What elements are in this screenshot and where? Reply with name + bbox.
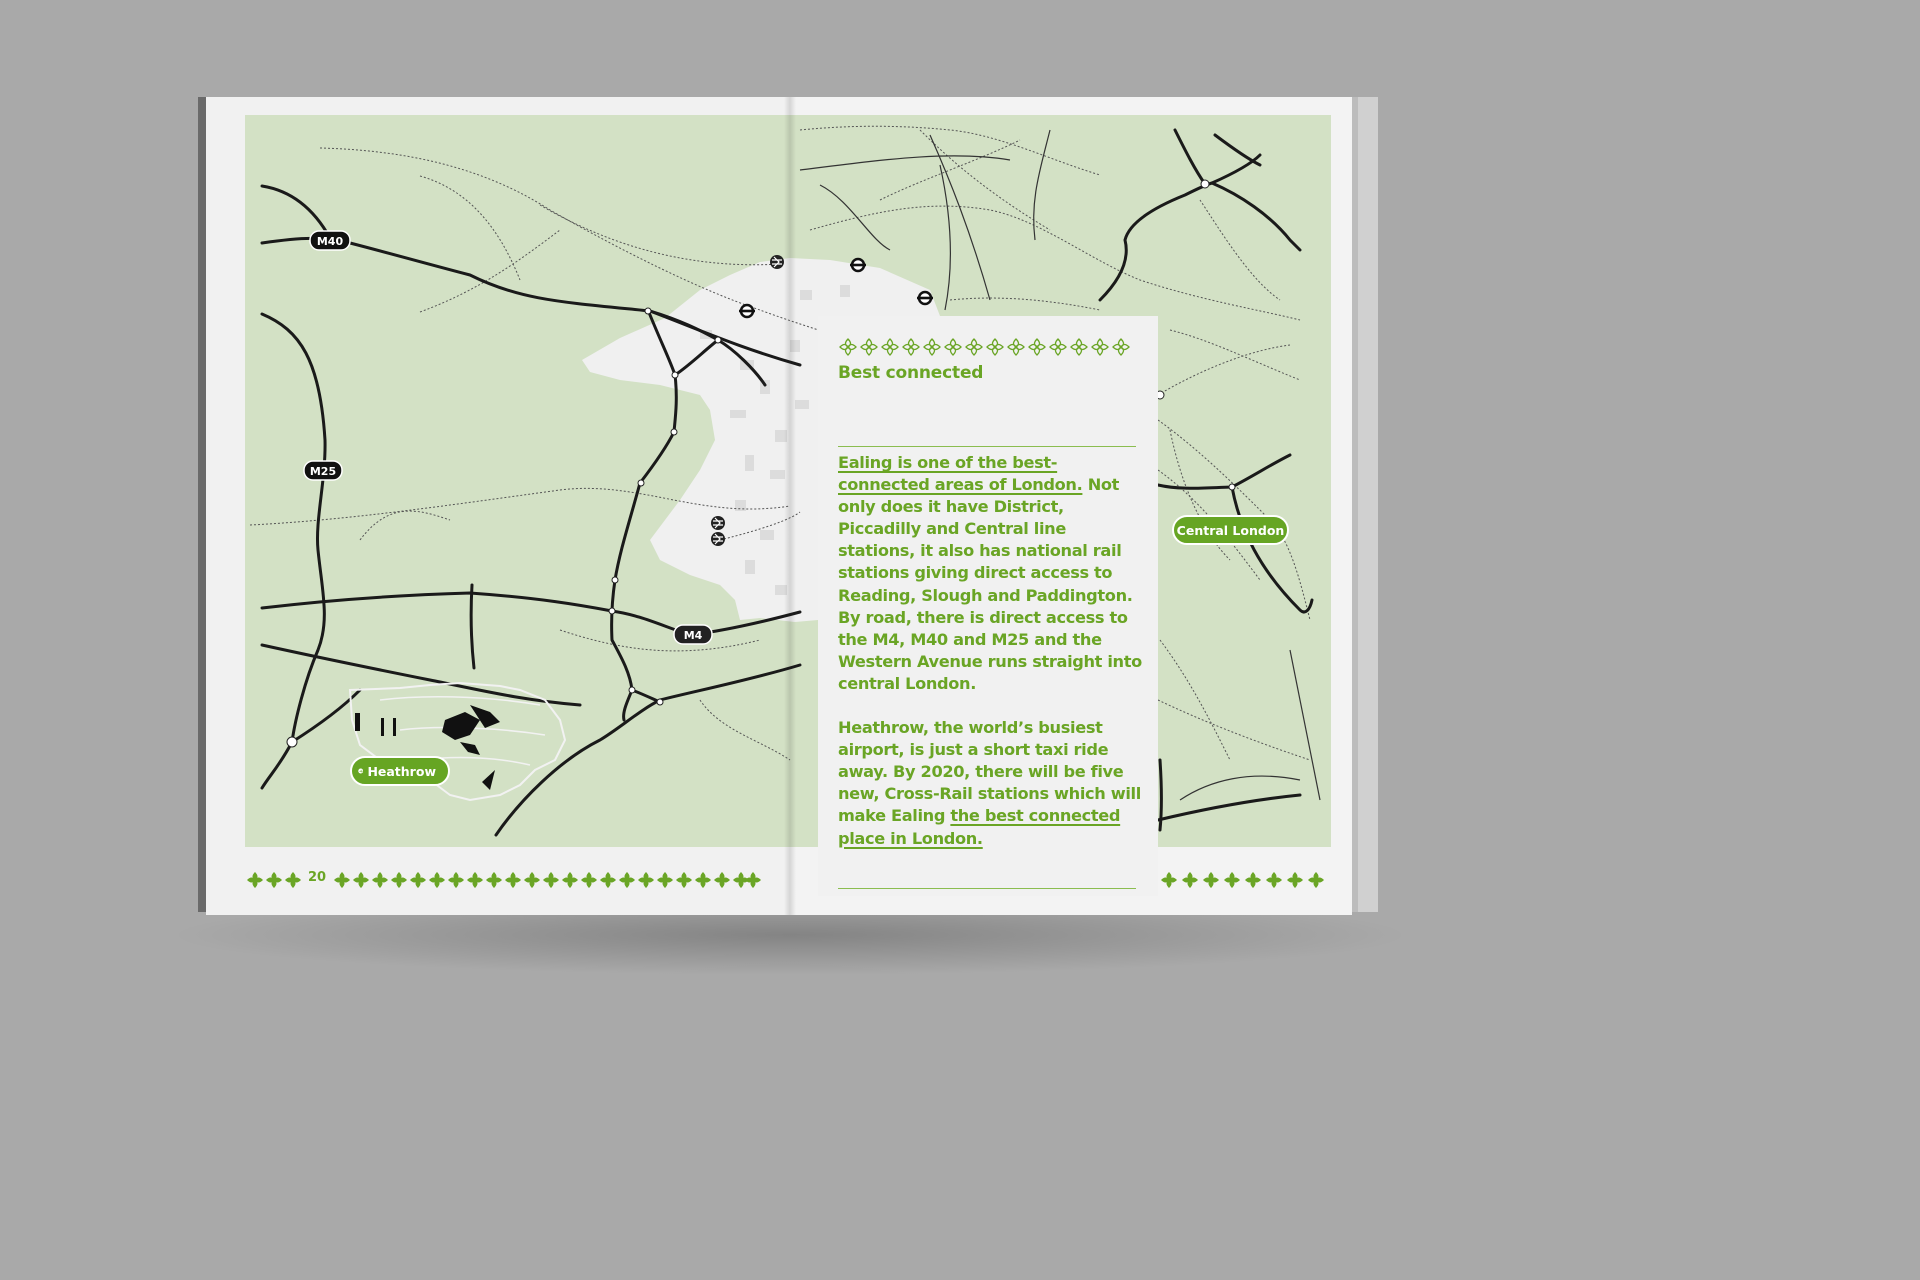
spine-shade (784, 97, 796, 915)
text-panel (818, 316, 1158, 896)
paragraph-heathrow (838, 717, 1144, 850)
paragraph-ealing (838, 452, 1144, 695)
central-london-label-text: Central London (1176, 522, 1285, 538)
body-copy (838, 452, 1144, 850)
best-connected-link[interactable]: the best connected place in London. (838, 806, 1121, 848)
ealing-paragraph-text: Not only does it have District, Piccadilly and Central line stations, it also has national rail stations giving direct access to Reading, Slough and Paddington. By road, there is direct access to the M4, M40 and M25 and the Western Avenue runs straight into central London. (838, 475, 1142, 693)
heathrow-label (350, 756, 450, 786)
heathrow-paragraph-text: Heathrow, the world’s busiest airport, is just a short taxi ride away. By 2020, there will be five new, Cross-Rail stations which will make Ealing (838, 718, 1141, 826)
ealing-link-line-2[interactable]: connected areas of London. (838, 475, 1083, 495)
leaf-pattern-icon (838, 336, 1138, 358)
road-label-m4: M4 (683, 629, 703, 642)
heathrow-label-text: Heathrow (367, 763, 436, 779)
road-label-m25: M25 (309, 465, 337, 478)
page-number: 20 (308, 870, 327, 885)
plane-icon (358, 761, 363, 781)
divider-bottom (838, 888, 1136, 889)
divider-top (838, 446, 1136, 447)
road-label-m40: M40 (316, 235, 344, 248)
section-title: Best connected (838, 363, 984, 383)
ealing-link-line-1[interactable]: Ealing is one of the best- (838, 453, 1058, 472)
central-london-label (1172, 515, 1289, 545)
right-edge (1356, 97, 1378, 912)
